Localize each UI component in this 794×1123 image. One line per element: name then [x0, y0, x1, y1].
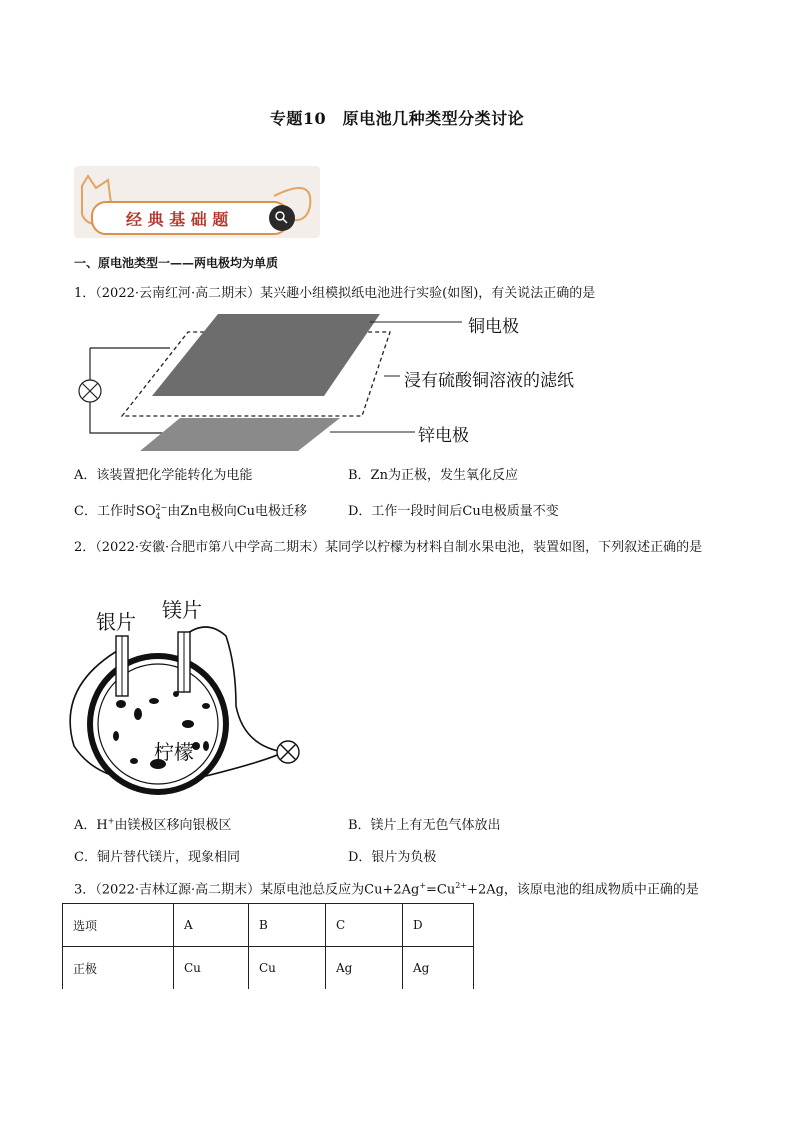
- table-cell: D: [403, 904, 474, 947]
- q2-option-a: A．H+由镁极区移向银极区: [74, 816, 232, 833]
- lemon-label: 柠檬: [154, 740, 194, 764]
- table-header-row: [63, 904, 474, 947]
- zinc-electrode-label: 锌电极: [418, 426, 469, 446]
- q1-option-a: A．该装置把化学能转化为电能: [74, 468, 253, 483]
- page-title: 专题10 原电池几种类型分类讨论: [269, 109, 525, 128]
- q1-option-c: C．工作时SO 2− 4 由Zn电极向Cu电极迁移: [74, 502, 308, 521]
- table-cell: B: [249, 904, 326, 947]
- section-banner: [74, 166, 320, 238]
- silver-plate-label: 银片: [96, 610, 136, 634]
- table-cell: 选项: [63, 904, 174, 947]
- table-cell: Cu: [249, 947, 326, 990]
- magnesium-plate-label: 镁片: [162, 598, 202, 622]
- q2-option-b: B．镁片上有无色气体放出: [348, 818, 501, 833]
- filter-paper-label: 浸有硫酸铜溶液的滤纸: [404, 371, 574, 391]
- q1-option-b: B．Zn为正极，发生氧化反应: [348, 468, 518, 483]
- table-cell: Cu: [174, 947, 249, 990]
- q2-option-c: C．铜片替代镁片，现象相同: [74, 850, 240, 865]
- q3-table: [62, 903, 474, 989]
- table-cell: C: [326, 904, 403, 947]
- q3-stem: 3．（2022·吉林辽源·高二期末）某原电池总反应为$Cu+2Ag^+=Cu^{2+}+2Ag$，该原电池的组成物质中正确的是: [74, 881, 699, 898]
- copper-electrode-label: 铜电极: [468, 317, 519, 337]
- q1-option-d: D．工作一段时间后Cu电极质量不变: [348, 504, 559, 519]
- section-heading: 一、原电池类型一——两电极均为单质: [74, 256, 279, 270]
- table-cell: A: [174, 904, 249, 947]
- table-cell: 正极: [63, 947, 174, 990]
- q2-stem: 2．（2022·安徽·合肥市第八中学高二期末）某同学以柠檬为材料自制水果电池，装置如图，下列叙述正确的是: [74, 540, 703, 555]
- table-cell: Ag: [326, 947, 403, 990]
- table-row: [63, 947, 474, 990]
- banner-text: 经 典 基 础 题: [126, 210, 229, 229]
- q1-stem: 1．（2022·云南红河·高二期末）某兴趣小组模拟纸电池进行实验(如图)，有关说法正确的是: [74, 286, 596, 301]
- zinc-plate: [140, 418, 340, 451]
- table-cell: Ag: [403, 947, 474, 990]
- q2-option-d: D．银片为负极: [348, 850, 437, 865]
